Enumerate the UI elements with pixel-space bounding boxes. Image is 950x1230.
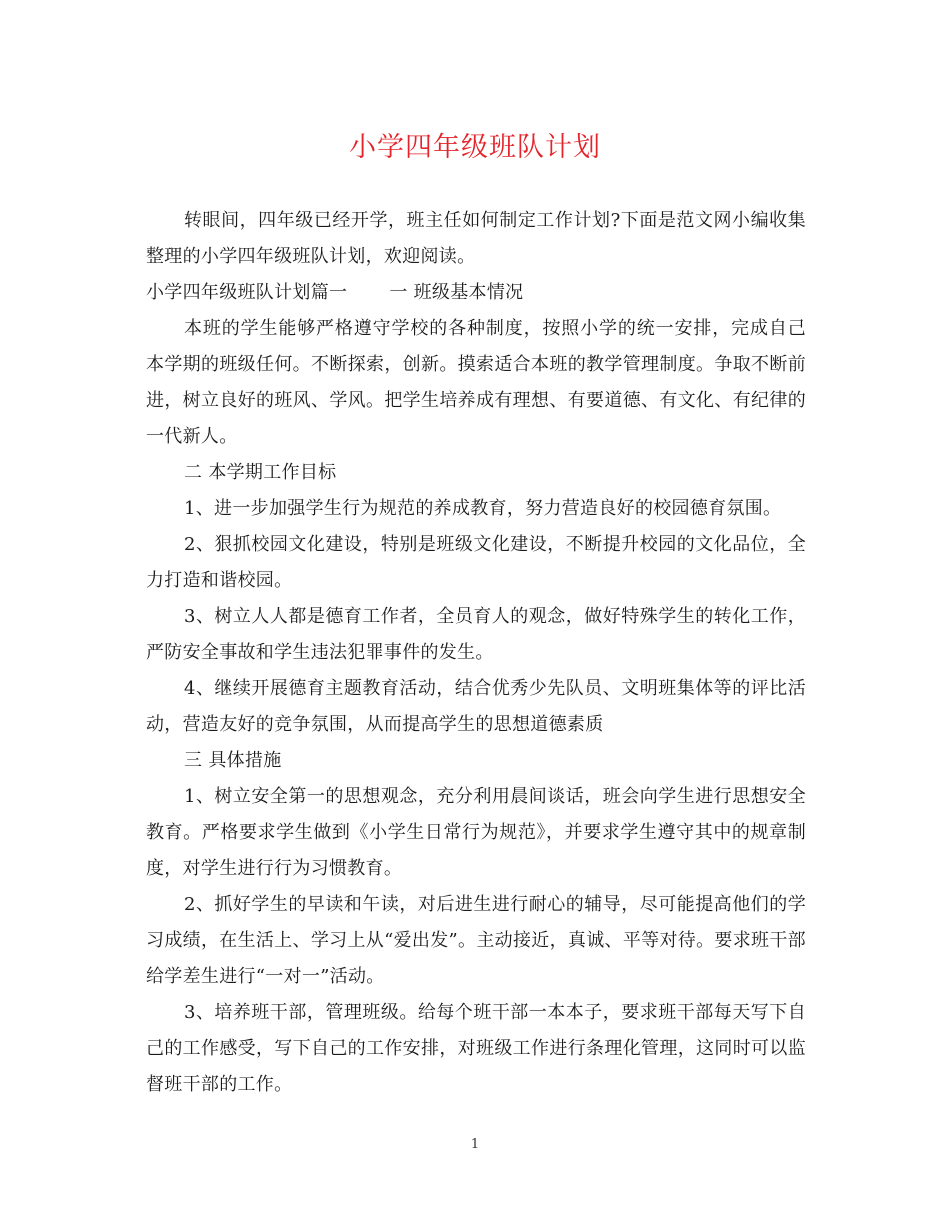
section-label: 小学四年级班队计划篇一 bbox=[146, 282, 348, 303]
section-heading-basic: 一 班级基本情况 bbox=[389, 282, 524, 303]
section-heading-line bbox=[146, 275, 806, 311]
goal-item: 1、进一步加强学生行为规范的养成教育，努力营造良好的校园德育氛围。 bbox=[184, 498, 782, 519]
measure-item: 1、树立安全第一的思想观念，充分利用晨间谈话，班会向学生进行思想安全教育。严格要求学生做到《小学生日常行为规范》，并要求学生遵守其中的规章制度，对学生进行行为习惯教育。 bbox=[146, 786, 806, 879]
section-heading-measures: 三 具体措施 bbox=[184, 750, 282, 771]
section-heading-goals: 二 本学期工作目标 bbox=[184, 462, 337, 483]
intro-paragraph: 转眼间，四年级已经开学，班主任如何制定工作计划?下面是范文网小编收集整理的小学四年级班队计划，欢迎阅读。 bbox=[146, 210, 806, 267]
goal-item: 3、树立人人都是德育工作者，全员育人的观念，做好特殊学生的转化工作，严防安全事故和学生违法犯罪事件的发生。 bbox=[146, 606, 806, 663]
measure-item: 2、抓好学生的早读和午读，对后进生进行耐心的辅导，尽可能提高他们的学习成绩，在生活上、学习上从“爱出发”。主动接近，真诚、平等对待。要求班干部给学差生进行“一对一”活动。 bbox=[146, 894, 806, 987]
measure-item: 3、培养班干部，管理班级。给每个班干部一本本子，要求班干部每天写下自己的工作感受，写下自己的工作安排，对班级工作进行条理化管理，这同时可以监督班干部的工作。 bbox=[146, 1002, 806, 1095]
document-body bbox=[146, 203, 806, 1103]
document-title: 小学四年级班队计划 bbox=[349, 132, 601, 163]
goal-item: 2、狠抓校园文化建设，特别是班级文化建设，不断提升校园的文化品位，全力打造和谐校园。 bbox=[146, 534, 806, 591]
basic-situation-paragraph: 本班的学生能够严格遵守学校的各种制度，按照小学的统一安排，完成自己本学期的班级任何。不断探索，创新。摸索适合本班的教学管理制度。争取不断前进，树立良好的班风、学风。把学生培养成有理想、有要道德、有文化、有纪律的一代新人。 bbox=[146, 318, 806, 447]
page-number: 1 bbox=[470, 1137, 480, 1152]
goal-item: 4、继续开展德育主题教育活动，结合优秀少先队员、文明班集体等的评比活动，营造友好的竞争氛围，从而提高学生的思想道德素质 bbox=[146, 678, 806, 735]
